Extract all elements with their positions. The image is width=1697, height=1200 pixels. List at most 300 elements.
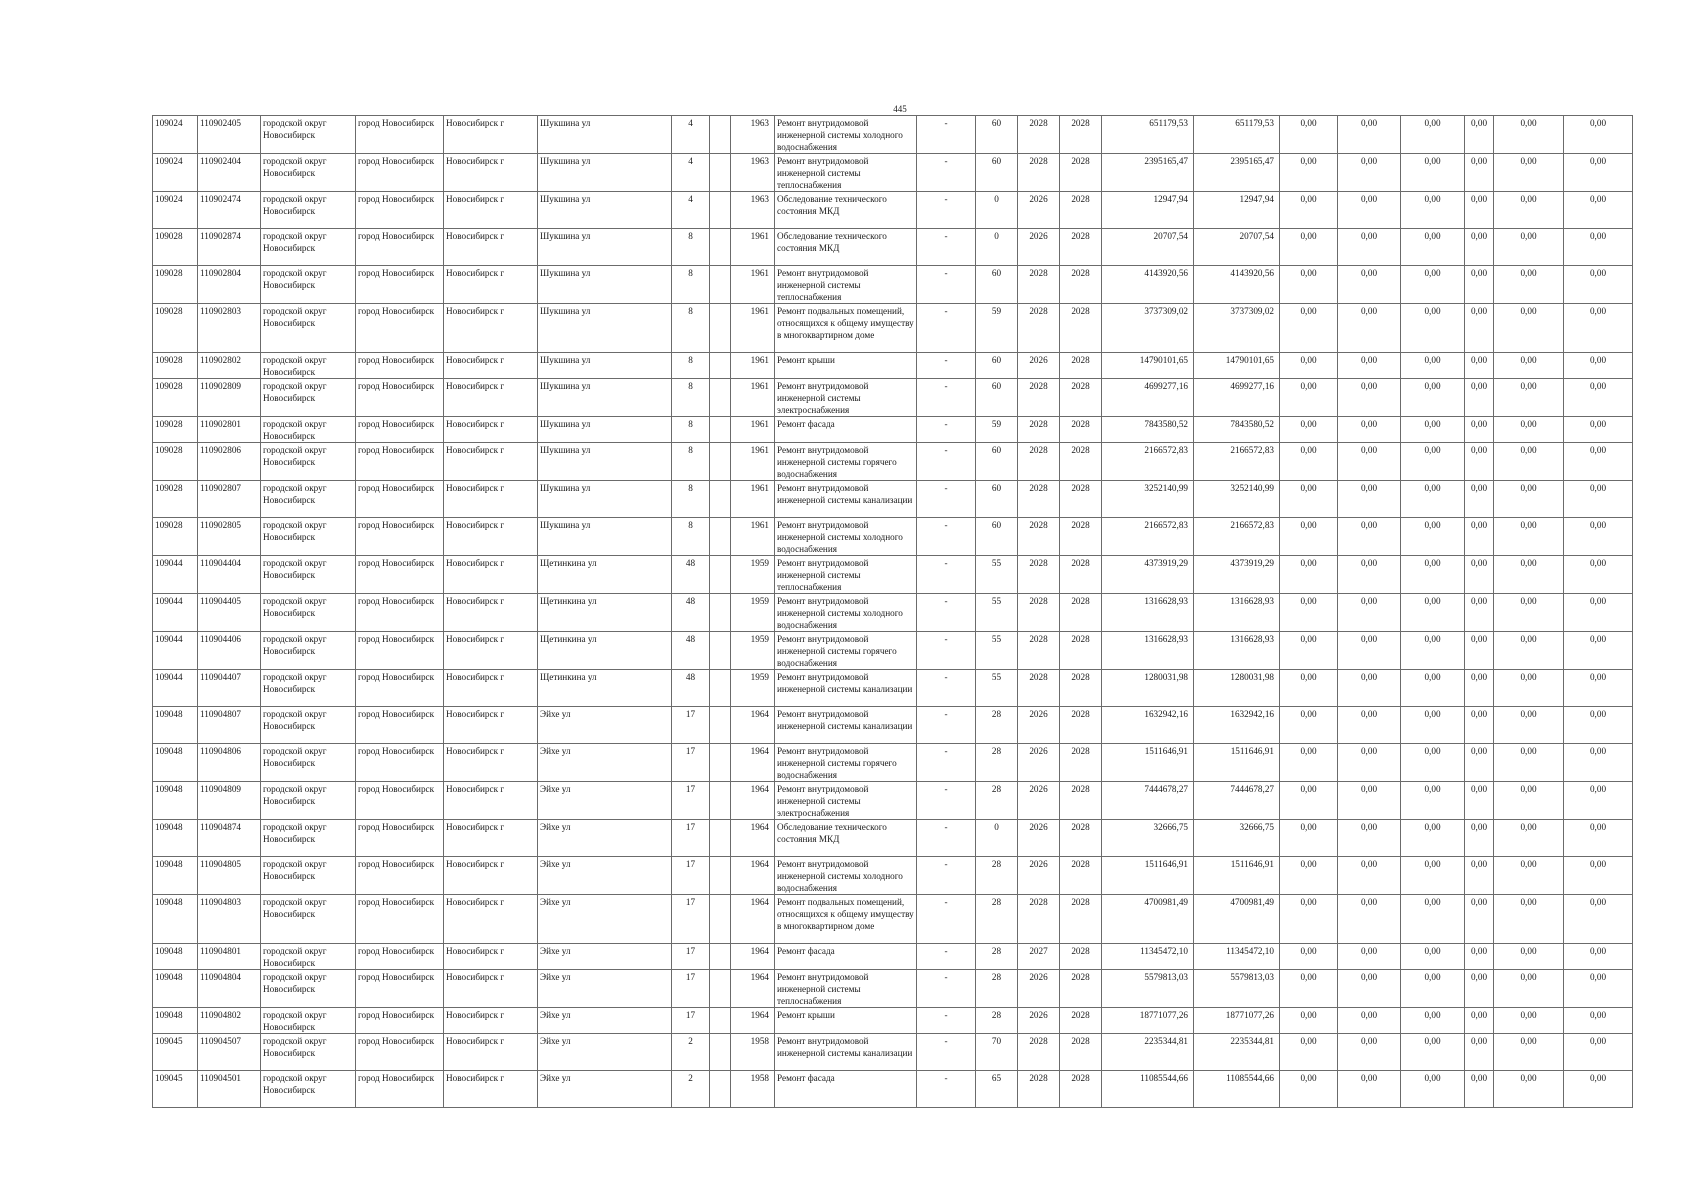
cell-amount-3: 0,00 [1401, 1071, 1465, 1108]
cell-house-id: 109048 [153, 895, 198, 944]
cell-work-id: 110904802 [198, 1008, 261, 1034]
cell-amount-4: 0,00 [1465, 670, 1494, 707]
cell-work-id: 110904804 [198, 970, 261, 1008]
cell-amount-2: 0,00 [1338, 1008, 1401, 1034]
cell-amount-2: 0,00 [1338, 304, 1401, 353]
cell-building [710, 518, 731, 556]
cell-house-id: 109028 [153, 379, 198, 417]
cell-work-type: Ремонт внутридомовой инженерной системы холодного водоснабжения [775, 594, 917, 632]
cell-municipality: городской округ Новосибирск [261, 895, 356, 944]
cell-deadline-year: 2028 [1060, 1008, 1102, 1034]
cell-dash: - [917, 970, 976, 1008]
cell-wear-percent: 0 [976, 229, 1018, 266]
cell-dash: - [917, 670, 976, 707]
cell-amount-4: 0,00 [1465, 944, 1494, 970]
cell-amount-5: 0,00 [1494, 353, 1564, 379]
cell-planned-year: 2026 [1018, 229, 1060, 266]
cell-deadline-year: 2028 [1060, 556, 1102, 594]
cell-amount-5: 0,00 [1494, 707, 1564, 744]
cell-amount-3: 0,00 [1401, 857, 1465, 895]
cell-settlement: город Новосибирск [356, 229, 444, 266]
cell-house-id: 109044 [153, 670, 198, 707]
cell-planned-year: 2027 [1018, 944, 1060, 970]
cell-municipality: городской округ Новосибирск [261, 1008, 356, 1034]
cell-fund-cost: 12947,94 [1194, 192, 1280, 229]
cell-amount-6: 0,00 [1564, 1034, 1633, 1071]
cell-building [710, 116, 731, 154]
cell-municipality: городской округ Новосибирск [261, 594, 356, 632]
cell-building [710, 744, 731, 782]
cell-work-type: Ремонт крыши [775, 1008, 917, 1034]
cell-house-number: 17 [672, 944, 710, 970]
cell-amount-5: 0,00 [1494, 820, 1564, 857]
cell-amount-6: 0,00 [1564, 379, 1633, 417]
cell-dash: - [917, 229, 976, 266]
cell-municipality: городской округ Новосибирск [261, 353, 356, 379]
cell-building [710, 556, 731, 594]
cell-street: Щетинкина ул [538, 594, 672, 632]
cell-build-year: 1961 [731, 229, 775, 266]
cell-amount-3: 0,00 [1401, 944, 1465, 970]
cell-municipality: городской округ Новосибирск [261, 970, 356, 1008]
cell-house-number: 2 [672, 1034, 710, 1071]
cell-planned-year: 2026 [1018, 820, 1060, 857]
cell-amount-5: 0,00 [1494, 229, 1564, 266]
cell-municipality: городской округ Новосибирск [261, 192, 356, 229]
cell-amount-5: 0,00 [1494, 632, 1564, 670]
cell-amount-2: 0,00 [1338, 670, 1401, 707]
cell-house-number: 17 [672, 857, 710, 895]
cell-work-id: 110902405 [198, 116, 261, 154]
cell-dash: - [917, 944, 976, 970]
cell-build-year: 1964 [731, 857, 775, 895]
cell-amount-6: 0,00 [1564, 970, 1633, 1008]
cell-street: Шукшина ул [538, 266, 672, 304]
cell-municipality: городской округ Новосибирск [261, 744, 356, 782]
table-row [153, 1071, 1633, 1108]
cell-build-year: 1961 [731, 304, 775, 353]
cell-build-year: 1963 [731, 154, 775, 192]
cell-dash: - [917, 594, 976, 632]
cell-work-type: Ремонт внутридомовой инженерной системы канализации [775, 670, 917, 707]
cell-building [710, 895, 731, 944]
cell-municipality: городской округ Новосибирск [261, 707, 356, 744]
cell-wear-percent: 55 [976, 556, 1018, 594]
cell-work-id: 110904809 [198, 782, 261, 820]
cell-municipality: городской округ Новосибирск [261, 1034, 356, 1071]
cell-amount-5: 0,00 [1494, 670, 1564, 707]
cell-dash: - [917, 1071, 976, 1108]
cell-house-id: 109028 [153, 266, 198, 304]
cell-amount-3: 0,00 [1401, 1008, 1465, 1034]
cell-amount-4: 0,00 [1465, 518, 1494, 556]
cell-work-id: 110904406 [198, 632, 261, 670]
cell-house-id: 109048 [153, 744, 198, 782]
cell-amount-5: 0,00 [1494, 782, 1564, 820]
cell-deadline-year: 2028 [1060, 481, 1102, 518]
cell-dash: - [917, 518, 976, 556]
cell-deadline-year: 2028 [1060, 1071, 1102, 1108]
cell-house-number: 48 [672, 670, 710, 707]
cell-amount-1: 0,00 [1280, 154, 1338, 192]
cell-amount-1: 0,00 [1280, 1008, 1338, 1034]
cell-dash: - [917, 744, 976, 782]
cell-house-id: 109048 [153, 857, 198, 895]
cell-fund-cost: 32666,75 [1194, 820, 1280, 857]
cell-amount-2: 0,00 [1338, 820, 1401, 857]
cell-amount-2: 0,00 [1338, 379, 1401, 417]
cell-street: Эйхе ул [538, 895, 672, 944]
cell-municipality: городской округ Новосибирск [261, 857, 356, 895]
cell-dash: - [917, 632, 976, 670]
cell-wear-percent: 70 [976, 1034, 1018, 1071]
cell-house-number: 4 [672, 116, 710, 154]
cell-locality: Новосибирск г [444, 481, 538, 518]
cell-amount-3: 0,00 [1401, 707, 1465, 744]
cell-total-cost: 1316628,93 [1102, 632, 1194, 670]
cell-amount-3: 0,00 [1401, 670, 1465, 707]
cell-locality: Новосибирск г [444, 970, 538, 1008]
cell-house-id: 109045 [153, 1034, 198, 1071]
table-row [153, 782, 1633, 820]
table-row [153, 443, 1633, 481]
cell-amount-2: 0,00 [1338, 353, 1401, 379]
cell-amount-3: 0,00 [1401, 481, 1465, 518]
cell-amount-5: 0,00 [1494, 417, 1564, 443]
table-row [153, 820, 1633, 857]
cell-amount-5: 0,00 [1494, 518, 1564, 556]
cell-locality: Новосибирск г [444, 229, 538, 266]
cell-street: Шукшина ул [538, 304, 672, 353]
cell-planned-year: 2028 [1018, 116, 1060, 154]
cell-amount-1: 0,00 [1280, 556, 1338, 594]
cell-wear-percent: 0 [976, 192, 1018, 229]
cell-settlement: город Новосибирск [356, 353, 444, 379]
table-row [153, 857, 1633, 895]
cell-build-year: 1959 [731, 632, 775, 670]
cell-amount-4: 0,00 [1465, 970, 1494, 1008]
cell-locality: Новосибирск г [444, 116, 538, 154]
cell-amount-2: 0,00 [1338, 1071, 1401, 1108]
cell-amount-1: 0,00 [1280, 443, 1338, 481]
cell-municipality: городской округ Новосибирск [261, 417, 356, 443]
cell-municipality: городской округ Новосибирск [261, 556, 356, 594]
cell-amount-1: 0,00 [1280, 379, 1338, 417]
cell-build-year: 1961 [731, 379, 775, 417]
cell-amount-1: 0,00 [1280, 1071, 1338, 1108]
cell-wear-percent: 59 [976, 417, 1018, 443]
cell-amount-6: 0,00 [1564, 518, 1633, 556]
cell-amount-1: 0,00 [1280, 266, 1338, 304]
cell-amount-4: 0,00 [1465, 1008, 1494, 1034]
cell-work-id: 110904407 [198, 670, 261, 707]
cell-street: Эйхе ул [538, 707, 672, 744]
cell-total-cost: 7843580,52 [1102, 417, 1194, 443]
cell-build-year: 1959 [731, 670, 775, 707]
cell-amount-1: 0,00 [1280, 1034, 1338, 1071]
cell-total-cost: 11085544,66 [1102, 1071, 1194, 1108]
cell-amount-6: 0,00 [1564, 154, 1633, 192]
cell-dash: - [917, 304, 976, 353]
cell-building [710, 782, 731, 820]
cell-wear-percent: 60 [976, 443, 1018, 481]
cell-work-id: 110904405 [198, 594, 261, 632]
cell-planned-year: 2028 [1018, 895, 1060, 944]
cell-building [710, 944, 731, 970]
cell-deadline-year: 2028 [1060, 192, 1102, 229]
table-row [153, 970, 1633, 1008]
cell-amount-2: 0,00 [1338, 632, 1401, 670]
cell-amount-1: 0,00 [1280, 594, 1338, 632]
cell-house-id: 109028 [153, 481, 198, 518]
cell-amount-6: 0,00 [1564, 820, 1633, 857]
cell-work-type: Ремонт фасада [775, 417, 917, 443]
cell-fund-cost: 14790101,65 [1194, 353, 1280, 379]
cell-amount-6: 0,00 [1564, 481, 1633, 518]
table-row [153, 944, 1633, 970]
cell-amount-6: 0,00 [1564, 304, 1633, 353]
cell-build-year: 1964 [731, 895, 775, 944]
cell-street: Шукшина ул [538, 192, 672, 229]
cell-work-type: Ремонт внутридомовой инженерной системы канализации [775, 707, 917, 744]
cell-fund-cost: 18771077,26 [1194, 1008, 1280, 1034]
table-row [153, 417, 1633, 443]
cell-deadline-year: 2028 [1060, 670, 1102, 707]
cell-amount-1: 0,00 [1280, 192, 1338, 229]
cell-fund-cost: 4700981,49 [1194, 895, 1280, 944]
cell-deadline-year: 2028 [1060, 744, 1102, 782]
table-row [153, 1034, 1633, 1071]
table-row [153, 594, 1633, 632]
cell-amount-4: 0,00 [1465, 154, 1494, 192]
cell-amount-1: 0,00 [1280, 895, 1338, 944]
cell-wear-percent: 28 [976, 1008, 1018, 1034]
cell-amount-4: 0,00 [1465, 379, 1494, 417]
cell-settlement: город Новосибирск [356, 970, 444, 1008]
cell-house-number: 17 [672, 782, 710, 820]
cell-amount-6: 0,00 [1564, 443, 1633, 481]
cell-amount-3: 0,00 [1401, 744, 1465, 782]
cell-building [710, 266, 731, 304]
cell-planned-year: 2028 [1018, 1034, 1060, 1071]
cell-wear-percent: 60 [976, 353, 1018, 379]
cell-work-id: 110902804 [198, 266, 261, 304]
cell-wear-percent: 60 [976, 266, 1018, 304]
cell-wear-percent: 60 [976, 518, 1018, 556]
cell-house-number: 8 [672, 353, 710, 379]
cell-fund-cost: 1511646,91 [1194, 857, 1280, 895]
cell-deadline-year: 2028 [1060, 518, 1102, 556]
cell-deadline-year: 2028 [1060, 970, 1102, 1008]
cell-fund-cost: 4699277,16 [1194, 379, 1280, 417]
cell-municipality: городской округ Новосибирск [261, 632, 356, 670]
cell-locality: Новосибирск г [444, 895, 538, 944]
cell-house-number: 8 [672, 304, 710, 353]
cell-work-id: 110902806 [198, 443, 261, 481]
cell-fund-cost: 2235344,81 [1194, 1034, 1280, 1071]
cell-street: Шукшина ул [538, 518, 672, 556]
cell-amount-1: 0,00 [1280, 518, 1338, 556]
cell-build-year: 1961 [731, 266, 775, 304]
cell-street: Шукшина ул [538, 353, 672, 379]
cell-locality: Новосибирск г [444, 518, 538, 556]
cell-deadline-year: 2028 [1060, 594, 1102, 632]
cell-amount-6: 0,00 [1564, 1008, 1633, 1034]
cell-settlement: город Новосибирск [356, 1008, 444, 1034]
cell-municipality: городской округ Новосибирск [261, 782, 356, 820]
cell-municipality: городской округ Новосибирск [261, 116, 356, 154]
cell-locality: Новосибирск г [444, 443, 538, 481]
cell-amount-5: 0,00 [1494, 594, 1564, 632]
cell-deadline-year: 2028 [1060, 443, 1102, 481]
cell-deadline-year: 2028 [1060, 857, 1102, 895]
cell-dash: - [917, 192, 976, 229]
cell-amount-4: 0,00 [1465, 1071, 1494, 1108]
cell-amount-4: 0,00 [1465, 304, 1494, 353]
cell-planned-year: 2028 [1018, 417, 1060, 443]
cell-fund-cost: 7843580,52 [1194, 417, 1280, 443]
cell-dash: - [917, 782, 976, 820]
cell-house-number: 17 [672, 744, 710, 782]
cell-municipality: городской округ Новосибирск [261, 443, 356, 481]
cell-wear-percent: 0 [976, 820, 1018, 857]
cell-amount-4: 0,00 [1465, 192, 1494, 229]
cell-street: Эйхе ул [538, 782, 672, 820]
cell-building [710, 857, 731, 895]
cell-amount-5: 0,00 [1494, 1071, 1564, 1108]
cell-house-number: 4 [672, 154, 710, 192]
cell-build-year: 1959 [731, 556, 775, 594]
cell-build-year: 1961 [731, 417, 775, 443]
cell-locality: Новосибирск г [444, 379, 538, 417]
cell-fund-cost: 11085544,66 [1194, 1071, 1280, 1108]
cell-settlement: город Новосибирск [356, 304, 444, 353]
cell-locality: Новосибирск г [444, 857, 538, 895]
cell-build-year: 1961 [731, 481, 775, 518]
cell-settlement: город Новосибирск [356, 594, 444, 632]
cell-amount-6: 0,00 [1564, 744, 1633, 782]
table-row [153, 379, 1633, 417]
cell-amount-5: 0,00 [1494, 895, 1564, 944]
cell-street: Эйхе ул [538, 970, 672, 1008]
cell-house-id: 109048 [153, 820, 198, 857]
cell-settlement: город Новосибирск [356, 443, 444, 481]
cell-locality: Новосибирск г [444, 266, 538, 304]
cell-street: Шукшина ул [538, 229, 672, 266]
cell-locality: Новосибирск г [444, 1008, 538, 1034]
cell-amount-5: 0,00 [1494, 304, 1564, 353]
cell-work-id: 110902805 [198, 518, 261, 556]
cell-house-id: 109028 [153, 443, 198, 481]
cell-total-cost: 11345472,10 [1102, 944, 1194, 970]
cell-amount-1: 0,00 [1280, 670, 1338, 707]
cell-planned-year: 2026 [1018, 744, 1060, 782]
cell-amount-5: 0,00 [1494, 192, 1564, 229]
cell-total-cost: 4700981,49 [1102, 895, 1194, 944]
cell-house-id: 109048 [153, 1008, 198, 1034]
cell-work-id: 110904803 [198, 895, 261, 944]
cell-building [710, 417, 731, 443]
cell-settlement: город Новосибирск [356, 266, 444, 304]
cell-house-id: 109044 [153, 594, 198, 632]
cell-amount-6: 0,00 [1564, 670, 1633, 707]
cell-amount-6: 0,00 [1564, 556, 1633, 594]
cell-amount-3: 0,00 [1401, 304, 1465, 353]
cell-dash: - [917, 417, 976, 443]
cell-settlement: город Новосибирск [356, 1034, 444, 1071]
cell-work-type: Ремонт внутридомовой инженерной системы теплоснабжения [775, 266, 917, 304]
cell-fund-cost: 2166572,83 [1194, 518, 1280, 556]
cell-deadline-year: 2028 [1060, 1034, 1102, 1071]
cell-settlement: город Новосибирск [356, 379, 444, 417]
cell-amount-3: 0,00 [1401, 192, 1465, 229]
cell-locality: Новосибирск г [444, 417, 538, 443]
cell-amount-4: 0,00 [1465, 417, 1494, 443]
cell-amount-5: 0,00 [1494, 154, 1564, 192]
cell-fund-cost: 651179,53 [1194, 116, 1280, 154]
cell-build-year: 1964 [731, 970, 775, 1008]
cell-planned-year: 2028 [1018, 556, 1060, 594]
cell-wear-percent: 65 [976, 1071, 1018, 1108]
cell-amount-2: 0,00 [1338, 518, 1401, 556]
cell-municipality: городской округ Новосибирск [261, 670, 356, 707]
cell-amount-2: 0,00 [1338, 229, 1401, 266]
cell-locality: Новосибирск г [444, 192, 538, 229]
cell-settlement: город Новосибирск [356, 944, 444, 970]
cell-locality: Новосибирск г [444, 556, 538, 594]
cell-settlement: город Новосибирск [356, 116, 444, 154]
cell-amount-4: 0,00 [1465, 443, 1494, 481]
cell-deadline-year: 2028 [1060, 707, 1102, 744]
cell-settlement: город Новосибирск [356, 670, 444, 707]
cell-municipality: городской округ Новосибирск [261, 379, 356, 417]
table-row [153, 116, 1633, 154]
cell-dash: - [917, 379, 976, 417]
cell-house-number: 8 [672, 379, 710, 417]
cell-dash: - [917, 707, 976, 744]
cell-house-number: 8 [672, 229, 710, 266]
cell-amount-3: 0,00 [1401, 379, 1465, 417]
cell-locality: Новосибирск г [444, 670, 538, 707]
cell-amount-3: 0,00 [1401, 518, 1465, 556]
cell-house-number: 17 [672, 707, 710, 744]
cell-total-cost: 1511646,91 [1102, 744, 1194, 782]
cell-building [710, 1071, 731, 1108]
cell-build-year: 1963 [731, 192, 775, 229]
cell-amount-1: 0,00 [1280, 116, 1338, 154]
cell-fund-cost: 4373919,29 [1194, 556, 1280, 594]
cell-work-id: 110902404 [198, 154, 261, 192]
cell-amount-5: 0,00 [1494, 744, 1564, 782]
cell-dash: - [917, 820, 976, 857]
cell-wear-percent: 28 [976, 744, 1018, 782]
cell-house-id: 109045 [153, 1071, 198, 1108]
cell-house-id: 109028 [153, 518, 198, 556]
cell-house-number: 8 [672, 518, 710, 556]
cell-settlement: город Новосибирск [356, 820, 444, 857]
cell-work-id: 110902807 [198, 481, 261, 518]
cell-work-type: Ремонт внутридомовой инженерной системы горячего водоснабжения [775, 744, 917, 782]
cell-planned-year: 2026 [1018, 782, 1060, 820]
cell-amount-3: 0,00 [1401, 116, 1465, 154]
cell-planned-year: 2026 [1018, 970, 1060, 1008]
cell-work-type: Ремонт внутридомовой инженерной системы теплоснабжения [775, 556, 917, 594]
cell-amount-3: 0,00 [1401, 353, 1465, 379]
cell-house-number: 48 [672, 594, 710, 632]
cell-house-number: 8 [672, 481, 710, 518]
cell-work-id: 110904507 [198, 1034, 261, 1071]
cell-municipality: городской округ Новосибирск [261, 229, 356, 266]
